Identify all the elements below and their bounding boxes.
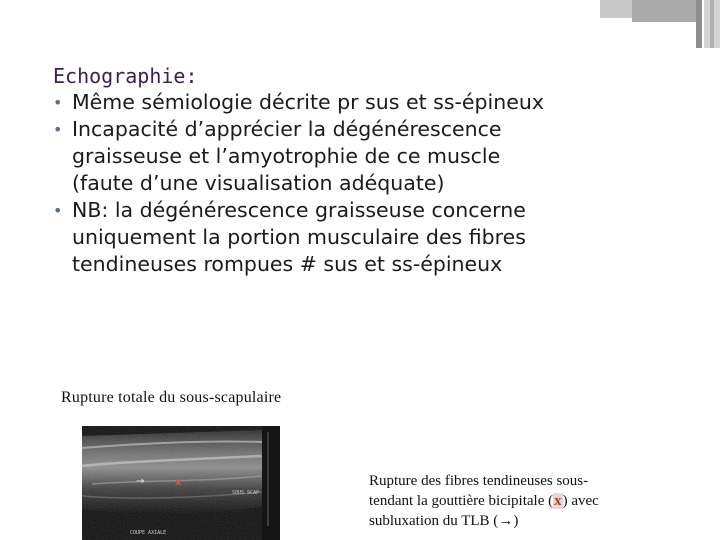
bullet-item	[53, 116, 693, 197]
bullet-text: tendineuses rompues # sus et ss-épineux	[72, 252, 503, 276]
scan-label: SOUS SCAP	[232, 490, 260, 496]
decor-bar	[600, 0, 634, 18]
bullet-text: graisseuse et l’amyotrophie de ce muscle	[72, 144, 501, 168]
bullet-text: uniquement la portion musculaire des fibres	[72, 225, 526, 249]
image-caption: Rupture totale du sous-scapulaire	[61, 389, 282, 406]
description-text: tendant la gouttière bicipitale (	[369, 493, 554, 509]
description-text: subluxation du TLB (	[369, 513, 499, 529]
bullet-text: Incapacité d’apprécier la dégénérescence	[72, 117, 502, 141]
description-line	[369, 511, 709, 531]
decorative-top-bars	[600, 0, 720, 48]
bullet-item	[53, 89, 693, 116]
description-line	[369, 491, 709, 511]
scan-bottom-label: COUPE AXIALE	[130, 530, 167, 536]
x-marker: x	[175, 477, 182, 488]
bullet-icon: •	[53, 201, 63, 220]
bullet-icon: •	[53, 93, 63, 112]
bullet-item	[53, 197, 693, 278]
decor-bar	[696, 0, 702, 48]
description-text: ) avec	[562, 493, 599, 509]
decor-bar	[632, 0, 702, 22]
bullet-list	[53, 89, 693, 278]
arrow-marker: →	[136, 476, 145, 487]
slide-body	[53, 64, 693, 278]
bullet-text: Même sémiologie décrite pr sus et ss-épineux	[72, 90, 544, 114]
bullet-text: NB: la dégénérescence graisseuse concerne	[72, 198, 526, 222]
slide-heading: Echographie:	[53, 64, 198, 88]
description-line: Rupture des fibres tendineuses sous-	[369, 473, 589, 489]
arrow-icon: →	[498, 513, 514, 529]
image-description	[369, 471, 709, 531]
description-text: )	[513, 513, 519, 529]
x-marker-legend: x	[554, 493, 562, 509]
bullet-text: (faute d’une visualisation adéquate)	[72, 171, 445, 195]
ultrasound-image	[82, 426, 280, 540]
decor-bar	[710, 0, 714, 48]
bullet-icon: •	[53, 120, 63, 139]
